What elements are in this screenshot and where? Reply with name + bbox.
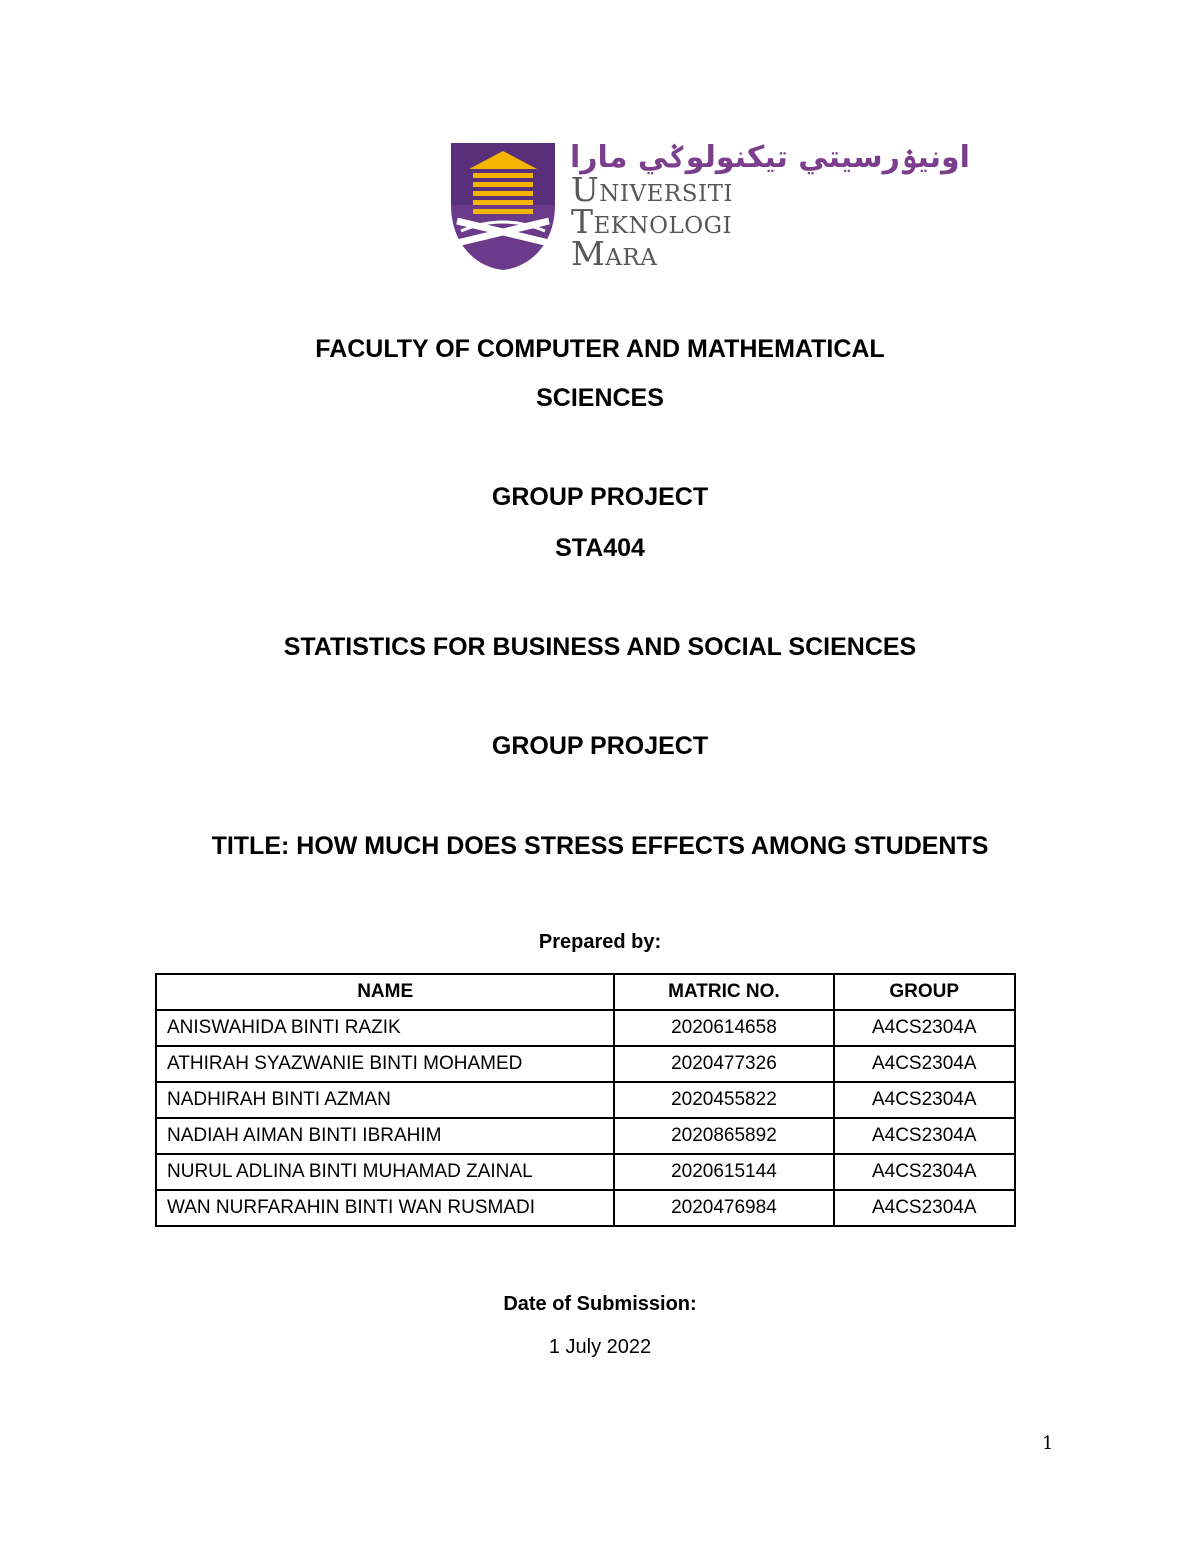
submission-date: 1 July 2022 — [548, 1336, 652, 1358]
faculty-line-1: FACULTY OF COMPUTER AND MATHEMATICAL — [315, 335, 885, 363]
table-row — [156, 1046, 1015, 1082]
header-name: NAME — [156, 974, 614, 1010]
member-group: A4CS2304A — [834, 1118, 1015, 1154]
member-matric: 2020476984 — [614, 1190, 833, 1226]
member-name: NADIAH AIMAN BINTI IBRAHIM — [156, 1118, 614, 1154]
uitm-logo-shield — [451, 143, 556, 271]
member-name: NADHIRAH BINTI AZMAN — [156, 1082, 614, 1118]
member-group: A4CS2304A — [834, 1010, 1015, 1046]
project-title: TITLE: HOW MUCH DOES STRESS EFFECTS AMONG STUDENTS — [211, 832, 989, 860]
table-row — [156, 1010, 1015, 1046]
member-group: A4CS2304A — [834, 1190, 1015, 1226]
faculty-line-2: SCIENCES — [536, 384, 664, 412]
member-name: NURUL ADLINA BINTI MUHAMAD ZAINAL — [156, 1154, 614, 1190]
member-matric: 2020477326 — [614, 1046, 833, 1082]
project-label: GROUP PROJECT — [491, 483, 709, 511]
submission-date-label: Date of Submission: — [503, 1293, 697, 1315]
logo-word-teknologi: Teknologi — [571, 202, 733, 241]
prepared-by-label: Prepared by: — [538, 931, 662, 953]
header-matric: MATRIC NO. — [614, 974, 833, 1010]
table-row — [156, 1190, 1015, 1226]
members-table — [155, 973, 1016, 1227]
table-header-row — [156, 974, 1015, 1010]
member-matric: 2020455822 — [614, 1082, 833, 1118]
logo-word-universiti: Universiti — [571, 170, 734, 209]
course-name: STATISTICS FOR BUSINESS AND SOCIAL SCIENCES — [283, 633, 917, 661]
table-row — [156, 1118, 1015, 1154]
member-matric: 2020614658 — [614, 1010, 833, 1046]
project-label-2: GROUP PROJECT — [491, 732, 709, 760]
table-row — [156, 1154, 1015, 1190]
member-name: WAN NURFARAHIN BINTI WAN RUSMADI — [156, 1190, 614, 1226]
member-group: A4CS2304A — [834, 1046, 1015, 1082]
logo-word-mara: Mara — [571, 234, 658, 273]
course-code: STA404 — [555, 534, 645, 562]
member-matric: 2020865892 — [614, 1118, 833, 1154]
member-group: A4CS2304A — [834, 1082, 1015, 1118]
page-number: 1 — [1042, 1433, 1054, 1454]
table-row — [156, 1082, 1015, 1118]
member-matric: 2020615144 — [614, 1154, 833, 1190]
member-name: ANISWAHIDA BINTI RAZIK — [156, 1010, 614, 1046]
header-group: GROUP — [834, 974, 1015, 1010]
logo-jawi-text: اونيۏرسيتي تيكنولوݢي مارا — [570, 140, 970, 175]
member-name: ATHIRAH SYAZWANIE BINTI MOHAMED — [156, 1046, 614, 1082]
member-group: A4CS2304A — [834, 1154, 1015, 1190]
